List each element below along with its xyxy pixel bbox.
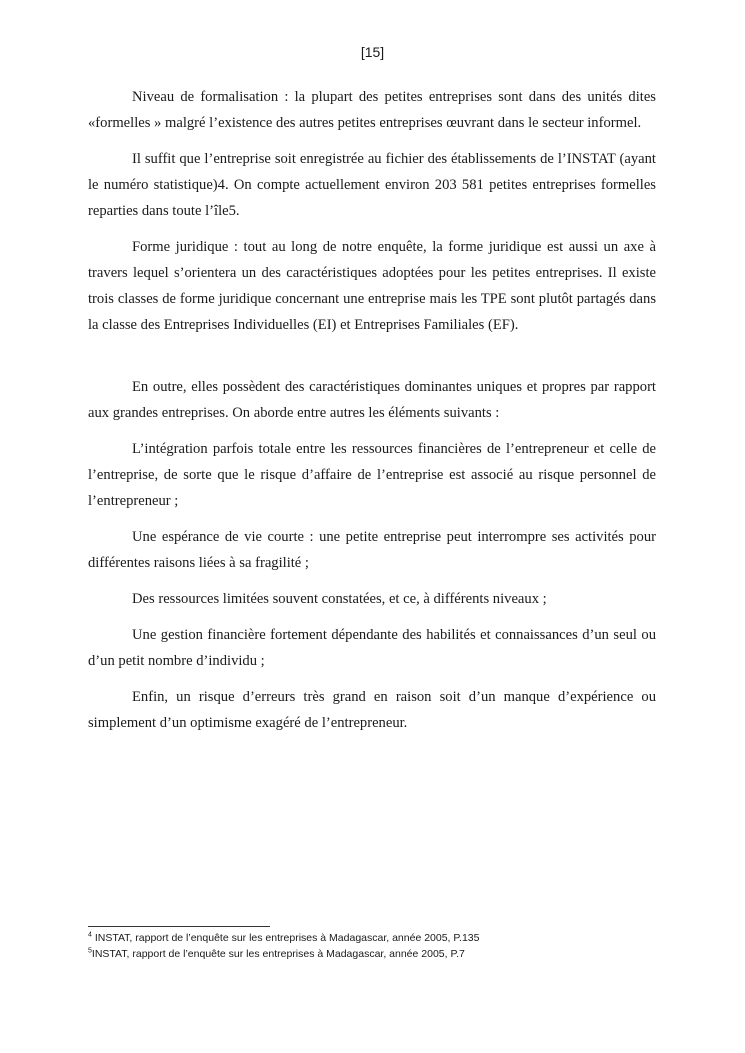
footnote-marker: 5 [88, 947, 92, 955]
paragraph-forme-juridique: Forme juridique : tout au long de notre enquête, la forme juridique est aussi un axe à travers lequel s’orientera un des caractéristiques adoptées pour les petites entreprises. Il existe trois classes de forme juridique concernant une entreprise mais les TPE sont plutôt partagés dans la classe des Entreprises Individuelles (EI) et Entreprises Familiales (EF). [88, 239, 656, 333]
paragraph-formalisation: Niveau de formalisation : la plupart des petites entreprises sont dans des unités dites «formelles » malgré l’existence des autres petites entreprises œuvrant dans le secteur informel. [88, 89, 656, 131]
footnote-5 [88, 946, 656, 962]
footnote-text: INSTAT, rapport de l’enquête sur les entreprises à Madagascar, année 2005, P.135 [91, 932, 480, 944]
paragraph-error-risk: Enfin, un risque d’erreurs très grand en raison soit d’un manque d’expérience ou simplement d’un optimisme exagéré de l’entrepreneur. [88, 689, 656, 731]
paragraph-integration: L’intégration parfois totale entre les ressources financières de l’entrepreneur et celle de l’entreprise, de sorte que le risque d’affaire de l’entreprise est associé au risque personnel de l’entrepreneur ; [88, 441, 656, 509]
page-number: [15] [360, 44, 385, 60]
footnote-separator [88, 926, 270, 927]
paragraph-instat-registration: Il suffit que l’entreprise soit enregistrée au fichier des établissements de l’INSTAT (ayant le numéro statistique)4. On compte actuellement environ 203 581 petites entreprises formelles reparties dans toute l’île5. [88, 151, 656, 219]
footnote-marker: 4 [88, 931, 92, 939]
paragraph-limited-resources: Des ressources limitées souvent constatées, et ce, à différents niveaux ; [132, 591, 547, 607]
body-text [88, 84, 656, 746]
paragraph-life-expectancy: Une espérance de vie courte : une petite entreprise peut interrompre ses activités pour différentes raisons liées à sa fragilité ; [88, 529, 656, 571]
footnotes [88, 930, 656, 962]
paragraph-characteristics-intro: En outre, elles possèdent des caractéristiques dominantes uniques et propres par rapport aux grandes entreprises. On aborde entre autres les éléments suivants : [88, 379, 656, 421]
footnote-text: INSTAT, rapport de l’enquête sur les entreprises à Madagascar, année 2005, P.7 [91, 948, 465, 960]
footnote-4 [88, 930, 656, 946]
paragraph-financial-management: Une gestion financière fortement dépendante des habilités et connaissances d’un seul ou d’un petit nombre d’individu ; [88, 627, 656, 669]
